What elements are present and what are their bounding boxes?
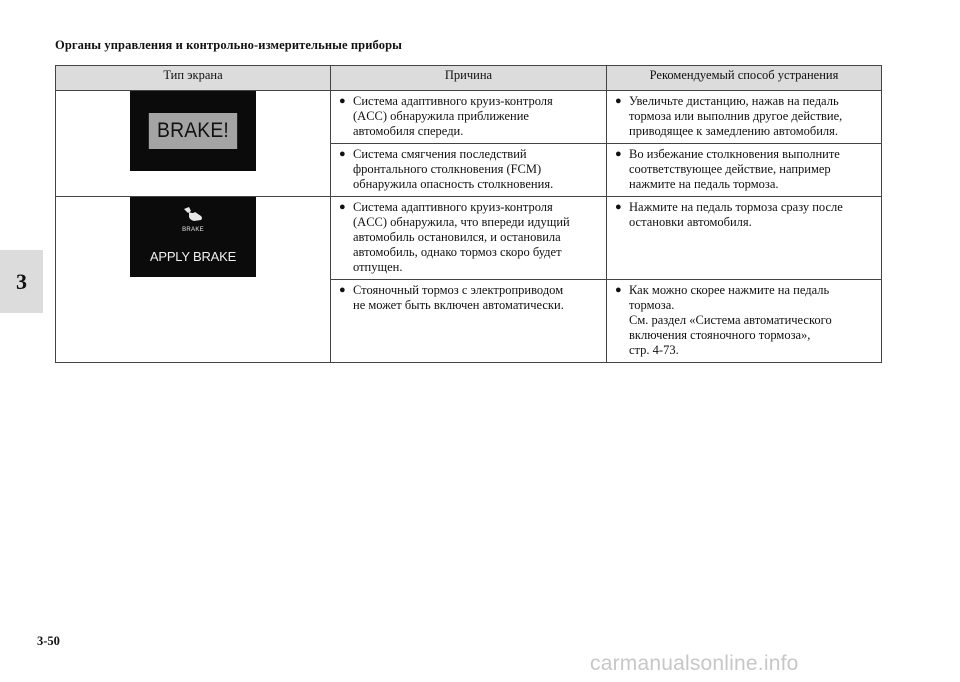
remedy-text: Во избежание столкновения выполните соответствующее действие, например нажмите на педаль тормоза.	[629, 147, 840, 191]
remedy-cell	[607, 197, 882, 280]
bullet-icon: ●	[615, 95, 622, 107]
bullet-icon: ●	[339, 95, 346, 107]
column-header-remedy: Рекомендуемый способ устранения	[607, 66, 882, 91]
apply-brake-text: APPLY BRAKE	[149, 249, 237, 264]
bullet-icon: ●	[615, 148, 622, 160]
column-header-cause: Причина	[331, 66, 607, 91]
bullet-icon: ●	[339, 148, 346, 160]
brake-warning-text: BRAKE!	[149, 113, 237, 149]
table-row	[56, 197, 882, 280]
cause-cell	[331, 197, 607, 280]
list-item	[615, 283, 875, 358]
bullet-icon: ●	[339, 284, 346, 296]
bullet-icon: ●	[615, 284, 622, 296]
cause-cell	[331, 280, 607, 363]
list-item	[615, 200, 875, 230]
remedy-cell	[607, 280, 882, 363]
chapter-tab	[0, 250, 43, 313]
list-item	[615, 147, 875, 192]
screen-cell-apply-brake	[56, 197, 331, 363]
list-item	[339, 283, 600, 313]
apply-brake-display	[130, 197, 256, 277]
remedy-text: Как можно скорее нажмите на педаль тормоза. См. раздел «Система автоматического включения стояночного тормоза», стр. 4-73.	[629, 283, 832, 357]
list-item	[615, 94, 875, 139]
page-header-title: Органы управления и контрольно-измерительные приборы	[55, 38, 402, 52]
brake-small-label: BRAKE	[182, 227, 204, 233]
warning-display-table	[55, 65, 882, 363]
remedy-text: Нажмите на педаль тормоза сразу после остановки автомобиля.	[629, 200, 843, 229]
cause-cell	[331, 144, 607, 197]
brake-pedal-icon	[182, 206, 204, 222]
watermark-text[interactable]: carmanualsonline.info	[590, 652, 799, 675]
bullet-icon: ●	[339, 201, 346, 213]
remedy-text: Увеличьте дистанцию, нажав на педаль тормоза или выполнив другое действие, приводящее к замедлению автомобиля.	[629, 94, 843, 138]
page-number: 3-50	[37, 634, 60, 648]
cause-text: Стояночный тормоз с электроприводом не может быть включен автоматически.	[353, 283, 564, 312]
brake-warning-display	[130, 91, 256, 171]
remedy-cell	[607, 144, 882, 197]
bullet-icon: ●	[615, 201, 622, 213]
column-header-screen-type: Тип экрана	[56, 66, 331, 91]
cause-text: Система адаптивного круиз-контроля (ACC) обнаружила, что впереди идущий автомобиль остановился, и остановила автомобиль, однако тормоз скоро будет отпущен.	[353, 200, 570, 274]
cause-text: Система адаптивного круиз-контроля (ACC) обнаружила приближение автомобиля спереди.	[353, 94, 553, 138]
table-row	[56, 91, 882, 144]
screen-cell-brake	[56, 91, 331, 197]
cause-text: Система смягчения последствий фронтального столкновения (FCM) обнаружила опасность столкновения.	[353, 147, 554, 191]
list-item	[339, 200, 600, 275]
list-item	[339, 94, 600, 139]
table-header-row	[56, 66, 882, 91]
cause-cell	[331, 91, 607, 144]
chapter-number: 3	[16, 268, 27, 294]
remedy-cell	[607, 91, 882, 144]
list-item	[339, 147, 600, 192]
